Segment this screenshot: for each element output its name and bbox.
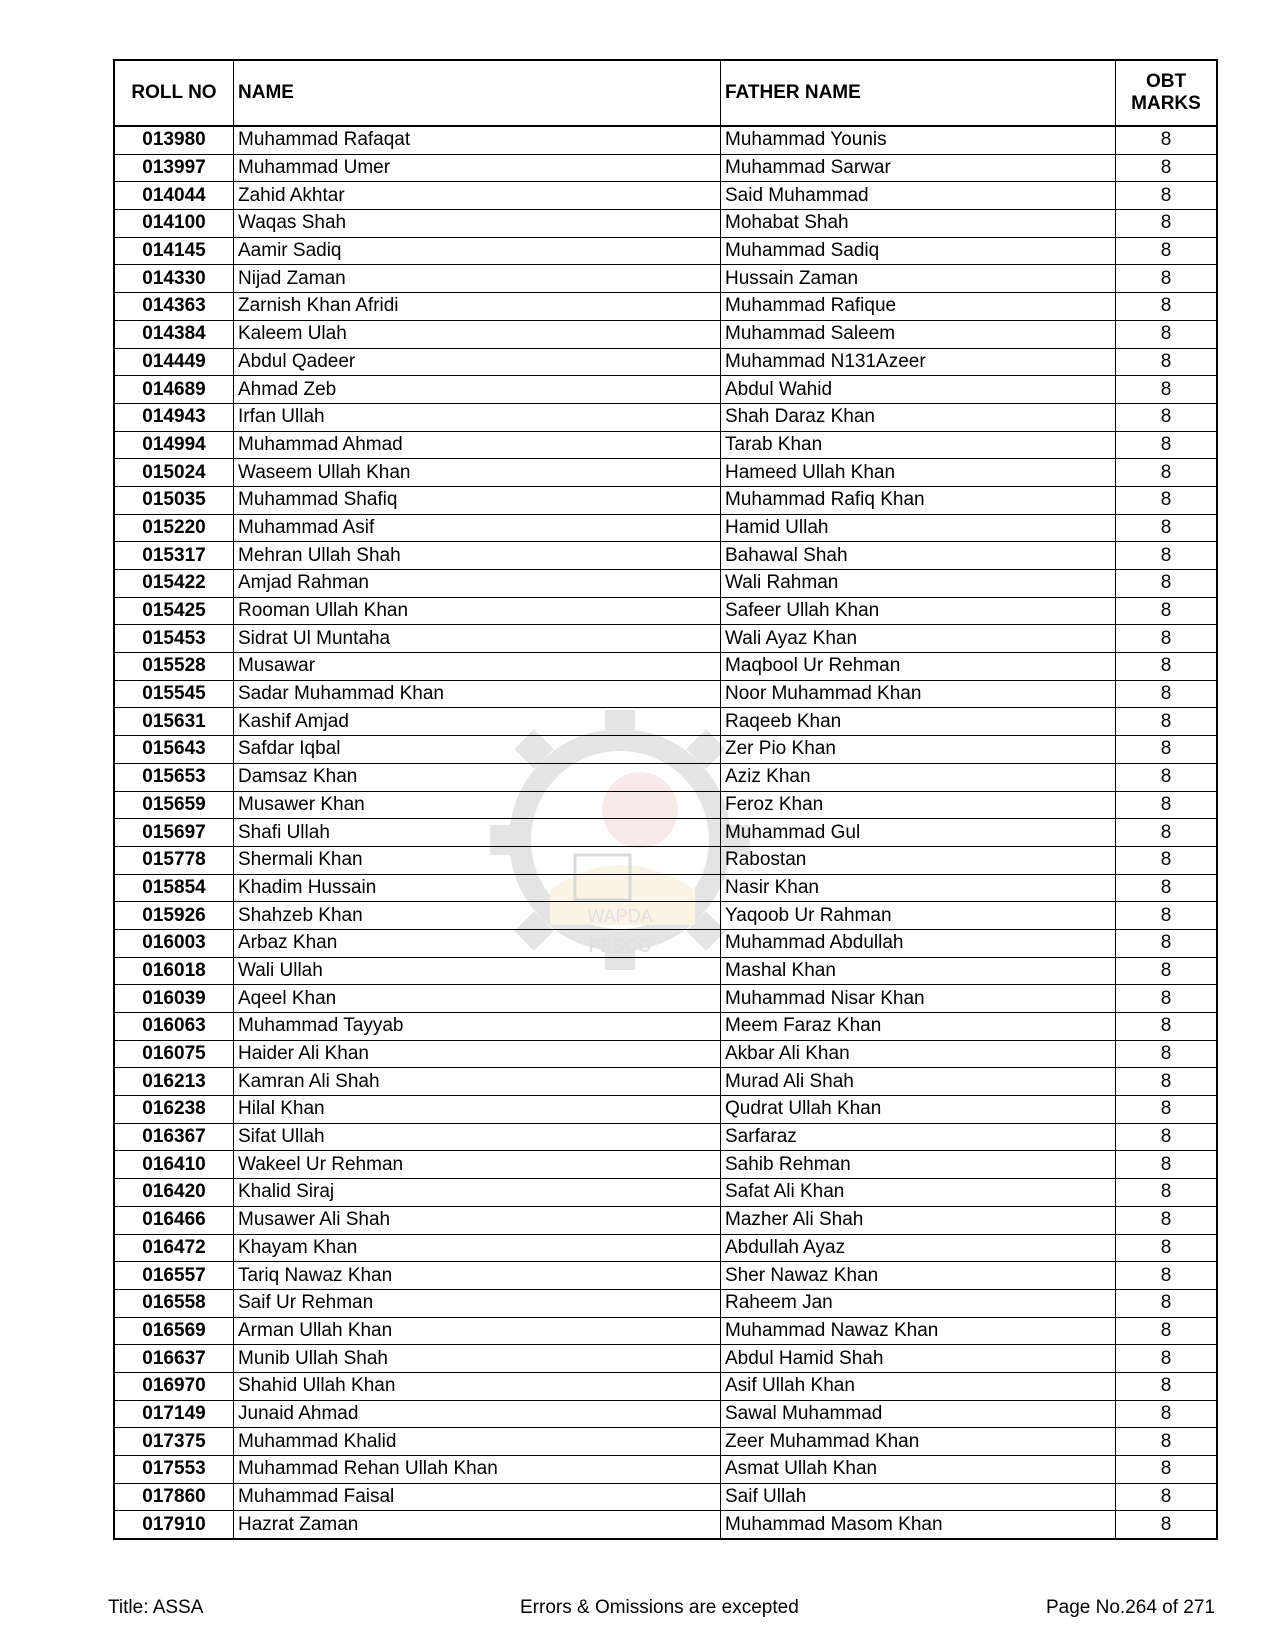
cell-roll-no: 015024 [114,459,234,487]
cell-roll-no: 016238 [114,1096,234,1124]
cell-father-name: Hameed Ullah Khan [721,459,1116,487]
table-row [114,653,1217,681]
cell-obt-marks: 8 [1116,265,1218,293]
table-row [114,763,1217,791]
table-row [114,929,1217,957]
table-row [114,376,1217,404]
table-row [114,985,1217,1013]
table-row [114,459,1217,487]
cell-father-name: Mashal Khan [721,957,1116,985]
cell-obt-marks: 8 [1116,653,1218,681]
cell-father-name: Saif Ullah [721,1483,1116,1511]
cell-obt-marks: 8 [1116,1262,1218,1290]
cell-obt-marks: 8 [1116,929,1218,957]
cell-father-name: Murad Ali Shah [721,1068,1116,1096]
table-header-row [114,60,1217,126]
table-row [114,514,1217,542]
table-row [114,1013,1217,1041]
cell-name: Ahmad Zeb [234,376,721,404]
cell-father-name: Sarfaraz [721,1123,1116,1151]
cell-father-name: Aziz Khan [721,763,1116,791]
cell-name: Waqas Shah [234,210,721,238]
table-row [114,1096,1217,1124]
watermark-label-1: WAPDA [587,906,653,926]
cell-obt-marks: 8 [1116,791,1218,819]
cell-father-name: Muhammad Gul [721,819,1116,847]
cell-father-name: Abdul Wahid [721,376,1116,404]
cell-father-name: Tarab Khan [721,431,1116,459]
cell-father-name: Muhammad Sadiq [721,237,1116,265]
cell-name: Abdul Qadeer [234,348,721,376]
cell-roll-no: 016569 [114,1317,234,1345]
cell-name: Waseem Ullah Khan [234,459,721,487]
cell-father-name: Asif Ullah Khan [721,1372,1116,1400]
cell-roll-no: 015425 [114,597,234,625]
cell-name: Arbaz Khan [234,929,721,957]
cell-name: Irfan Ullah [234,403,721,431]
cell-roll-no: 015220 [114,514,234,542]
cell-father-name: Mazher Ali Shah [721,1206,1116,1234]
cell-obt-marks: 8 [1116,736,1218,764]
table-row [114,486,1217,514]
cell-obt-marks: 8 [1116,1511,1218,1539]
table-row [114,1123,1217,1151]
cell-name: Aamir Sadiq [234,237,721,265]
cell-roll-no: 014943 [114,403,234,431]
cell-father-name: Said Muhammad [721,182,1116,210]
cell-name: Khalid Siraj [234,1179,721,1207]
cell-obt-marks: 8 [1116,1068,1218,1096]
cell-father-name: Asmat Ullah Khan [721,1456,1116,1484]
cell-obt-marks: 8 [1116,514,1218,542]
table-row [114,736,1217,764]
cell-roll-no: 015528 [114,653,234,681]
cell-name: Hazrat Zaman [234,1511,721,1539]
cell-roll-no: 017553 [114,1456,234,1484]
cell-obt-marks: 8 [1116,486,1218,514]
cell-obt-marks: 8 [1116,348,1218,376]
cell-roll-no: 013980 [114,126,234,154]
cell-roll-no: 016213 [114,1068,234,1096]
table-row [114,1206,1217,1234]
cell-name: Amjad Rahman [234,570,721,598]
cell-roll-no: 014044 [114,182,234,210]
table-row [114,1345,1217,1373]
cell-father-name: Raheem Jan [721,1289,1116,1317]
table-row [114,1456,1217,1484]
cell-father-name: Rabostan [721,846,1116,874]
cell-roll-no: 016466 [114,1206,234,1234]
cell-obt-marks: 8 [1116,708,1218,736]
cell-name: Junaid Ahmad [234,1400,721,1428]
cell-roll-no: 016018 [114,957,234,985]
cell-obt-marks: 8 [1116,874,1218,902]
cell-obt-marks: 8 [1116,985,1218,1013]
cell-father-name: Feroz Khan [721,791,1116,819]
cell-obt-marks: 8 [1116,1234,1218,1262]
table-row [114,237,1217,265]
cell-obt-marks: 8 [1116,126,1218,154]
cell-name: Saif Ur Rehman [234,1289,721,1317]
footer-title: Title: ASSA [108,1597,204,1618]
table-row [114,874,1217,902]
cell-obt-marks: 8 [1116,431,1218,459]
table-row [114,182,1217,210]
cell-obt-marks: 8 [1116,1096,1218,1124]
table-row [114,957,1217,985]
cell-roll-no: 017149 [114,1400,234,1428]
table-row [114,625,1217,653]
cell-name: Shahid Ullah Khan [234,1372,721,1400]
cell-roll-no: 015631 [114,708,234,736]
table-row [114,570,1217,598]
cell-obt-marks: 8 [1116,1123,1218,1151]
cell-name: Mehran Ullah Shah [234,542,721,570]
cell-obt-marks: 8 [1116,459,1218,487]
table-row [114,819,1217,847]
cell-roll-no: 013997 [114,154,234,182]
cell-father-name: Hussain Zaman [721,265,1116,293]
cell-obt-marks: 8 [1116,154,1218,182]
table-row [114,403,1217,431]
cell-father-name: Muhammad Nawaz Khan [721,1317,1116,1345]
cell-father-name: Sahib Rehman [721,1151,1116,1179]
header-name: NAME [234,60,721,126]
cell-name: Khayam Khan [234,1234,721,1262]
cell-roll-no: 014994 [114,431,234,459]
table-row [114,1234,1217,1262]
table-row [114,1179,1217,1207]
cell-obt-marks: 8 [1116,597,1218,625]
cell-roll-no: 017375 [114,1428,234,1456]
cell-roll-no: 016472 [114,1234,234,1262]
table-row [114,1428,1217,1456]
table-row [114,846,1217,874]
cell-roll-no: 014689 [114,376,234,404]
cell-roll-no: 016420 [114,1179,234,1207]
table-row [114,348,1217,376]
cell-father-name: Akbar Ali Khan [721,1040,1116,1068]
cell-name: Zahid Akhtar [234,182,721,210]
cell-father-name: Mohabat Shah [721,210,1116,238]
cell-obt-marks: 8 [1116,376,1218,404]
cell-obt-marks: 8 [1116,680,1218,708]
cell-father-name: Yaqoob Ur Rahman [721,902,1116,930]
cell-obt-marks: 8 [1116,403,1218,431]
table-row [114,210,1217,238]
cell-obt-marks: 8 [1116,846,1218,874]
cell-roll-no: 014363 [114,293,234,321]
cell-name: Haider Ali Khan [234,1040,721,1068]
cell-obt-marks: 8 [1116,320,1218,348]
cell-name: Muhammad Asif [234,514,721,542]
cell-name: Shermali Khan [234,846,721,874]
cell-name: Muhammad Shafiq [234,486,721,514]
header-obt-marks [1116,60,1218,126]
cell-obt-marks: 8 [1116,1317,1218,1345]
cell-father-name: Zeer Muhammad Khan [721,1428,1116,1456]
cell-name: Muhammad Tayyab [234,1013,721,1041]
cell-name: Musawer Ali Shah [234,1206,721,1234]
cell-name: Muhammad Rehan Ullah Khan [234,1456,721,1484]
cell-obt-marks: 8 [1116,1483,1218,1511]
cell-obt-marks: 8 [1116,542,1218,570]
cell-roll-no: 015653 [114,763,234,791]
cell-obt-marks: 8 [1116,293,1218,321]
table-row [114,1289,1217,1317]
cell-name: Safdar Iqbal [234,736,721,764]
cell-father-name: Muhammad Masom Khan [721,1511,1116,1539]
cell-father-name: Muhammad Saleem [721,320,1116,348]
table-row [114,902,1217,930]
header-father-name: FATHER NAME [721,60,1116,126]
footer-notice: Errors & Omissions are excepted [520,1597,799,1618]
cell-obt-marks: 8 [1116,902,1218,930]
footer-page-number: Page No.264 of 271 [1045,1597,1215,1618]
cell-roll-no: 014384 [114,320,234,348]
cell-roll-no: 016063 [114,1013,234,1041]
cell-obt-marks: 8 [1116,1289,1218,1317]
cell-obt-marks: 8 [1116,1345,1218,1373]
cell-name: Sadar Muhammad Khan [234,680,721,708]
cell-obt-marks: 8 [1116,625,1218,653]
cell-father-name: Muhammad Rafique [721,293,1116,321]
cell-father-name: Wali Ayaz Khan [721,625,1116,653]
cell-roll-no: 016003 [114,929,234,957]
cell-roll-no: 016637 [114,1345,234,1373]
cell-roll-no: 016970 [114,1372,234,1400]
cell-roll-no: 016557 [114,1262,234,1290]
cell-father-name: Muhammad Sarwar [721,154,1116,182]
cell-father-name: Sawal Muhammad [721,1400,1116,1428]
cell-roll-no: 015778 [114,846,234,874]
header-marks: MARKS [1131,93,1201,114]
table-row [114,320,1217,348]
table-row [114,1483,1217,1511]
cell-name: Muhammad Khalid [234,1428,721,1456]
table-row [114,1511,1217,1539]
cell-father-name: Noor Muhammad Khan [721,680,1116,708]
cell-name: Sidrat Ul Muntaha [234,625,721,653]
cell-father-name: Qudrat Ullah Khan [721,1096,1116,1124]
cell-name: Kamran Ali Shah [234,1068,721,1096]
table-row [114,126,1217,154]
cell-name: Wali Ullah [234,957,721,985]
cell-name: Kaleem Ulah [234,320,721,348]
cell-name: Arman Ullah Khan [234,1317,721,1345]
cell-name: Damsaz Khan [234,763,721,791]
cell-name: Shahzeb Khan [234,902,721,930]
table-row [114,791,1217,819]
cell-name: Muhammad Ahmad [234,431,721,459]
cell-obt-marks: 8 [1116,1456,1218,1484]
cell-father-name: Abdul Hamid Shah [721,1345,1116,1373]
cell-father-name: Muhammad Younis [721,126,1116,154]
cell-father-name: Muhammad Abdullah [721,929,1116,957]
table-row [114,1068,1217,1096]
cell-obt-marks: 8 [1116,1013,1218,1041]
cell-name: Musawar [234,653,721,681]
cell-obt-marks: 8 [1116,570,1218,598]
cell-roll-no: 016367 [114,1123,234,1151]
cell-obt-marks: 8 [1116,210,1218,238]
cell-obt-marks: 8 [1116,1400,1218,1428]
cell-roll-no: 016558 [114,1289,234,1317]
cell-name: Aqeel Khan [234,985,721,1013]
table-row [114,293,1217,321]
cell-roll-no: 015854 [114,874,234,902]
cell-name: Muhammad Faisal [234,1483,721,1511]
table-row [114,680,1217,708]
table-row [114,154,1217,182]
cell-roll-no: 015453 [114,625,234,653]
cell-father-name: Muhammad N131Azeer [721,348,1116,376]
cell-roll-no: 015317 [114,542,234,570]
cell-roll-no: 017910 [114,1511,234,1539]
table-row [114,1372,1217,1400]
cell-obt-marks: 8 [1116,1151,1218,1179]
cell-roll-no: 016075 [114,1040,234,1068]
cell-father-name: Meem Faraz Khan [721,1013,1116,1041]
cell-obt-marks: 8 [1116,763,1218,791]
cell-roll-no: 015926 [114,902,234,930]
cell-name: Shafi Ullah [234,819,721,847]
cell-obt-marks: 8 [1116,819,1218,847]
table-row [114,1262,1217,1290]
cell-roll-no: 015422 [114,570,234,598]
watermark-label-2: PESCO [588,936,652,956]
header-roll-no: ROLL NO [114,60,234,126]
cell-father-name: Maqbool Ur Rehman [721,653,1116,681]
table-body [114,126,1217,1539]
cell-name: Munib Ullah Shah [234,1345,721,1373]
cell-roll-no: 015035 [114,486,234,514]
cell-obt-marks: 8 [1116,182,1218,210]
cell-roll-no: 014100 [114,210,234,238]
cell-father-name: Abdullah Ayaz [721,1234,1116,1262]
cell-obt-marks: 8 [1116,957,1218,985]
cell-roll-no: 015659 [114,791,234,819]
cell-roll-no: 017860 [114,1483,234,1511]
cell-name: Musawer Khan [234,791,721,819]
cell-father-name: Zer Pio Khan [721,736,1116,764]
cell-name: Wakeel Ur Rehman [234,1151,721,1179]
cell-obt-marks: 8 [1116,1372,1218,1400]
cell-roll-no: 014145 [114,237,234,265]
cell-father-name: Wali Rahman [721,570,1116,598]
table-row [114,431,1217,459]
table-row [114,1040,1217,1068]
cell-name: Kashif Amjad [234,708,721,736]
cell-name: Zarnish Khan Afridi [234,293,721,321]
table-row [114,265,1217,293]
cell-roll-no: 014449 [114,348,234,376]
table-row [114,542,1217,570]
cell-father-name: Hamid Ullah [721,514,1116,542]
cell-obt-marks: 8 [1116,237,1218,265]
table-row [114,597,1217,625]
cell-roll-no: 015545 [114,680,234,708]
table-row [114,1400,1217,1428]
cell-father-name: Sher Nawaz Khan [721,1262,1116,1290]
cell-name: Muhammad Rafaqat [234,126,721,154]
table-row [114,1151,1217,1179]
cell-name: Khadim Hussain [234,874,721,902]
cell-roll-no: 015697 [114,819,234,847]
results-table [113,59,1218,1540]
cell-father-name: Shah Daraz Khan [721,403,1116,431]
cell-roll-no: 016410 [114,1151,234,1179]
table-row [114,1317,1217,1345]
table-row [114,708,1217,736]
cell-roll-no: 014330 [114,265,234,293]
cell-name: Sifat Ullah [234,1123,721,1151]
cell-name: Muhammad Umer [234,154,721,182]
cell-father-name: Raqeeb Khan [721,708,1116,736]
cell-father-name: Safeer Ullah Khan [721,597,1116,625]
cell-roll-no: 015643 [114,736,234,764]
cell-obt-marks: 8 [1116,1040,1218,1068]
cell-name: Tariq Nawaz Khan [234,1262,721,1290]
cell-name: Nijad Zaman [234,265,721,293]
cell-name: Rooman Ullah Khan [234,597,721,625]
cell-obt-marks: 8 [1116,1428,1218,1456]
header-obt: OBT [1145,71,1187,92]
cell-father-name: Safat Ali Khan [721,1179,1116,1207]
cell-name: Hilal Khan [234,1096,721,1124]
cell-roll-no: 016039 [114,985,234,1013]
cell-obt-marks: 8 [1116,1179,1218,1207]
cell-obt-marks: 8 [1116,1206,1218,1234]
cell-father-name: Muhammad Nisar Khan [721,985,1116,1013]
cell-father-name: Bahawal Shah [721,542,1116,570]
cell-father-name: Nasir Khan [721,874,1116,902]
cell-father-name: Muhammad Rafiq Khan [721,486,1116,514]
